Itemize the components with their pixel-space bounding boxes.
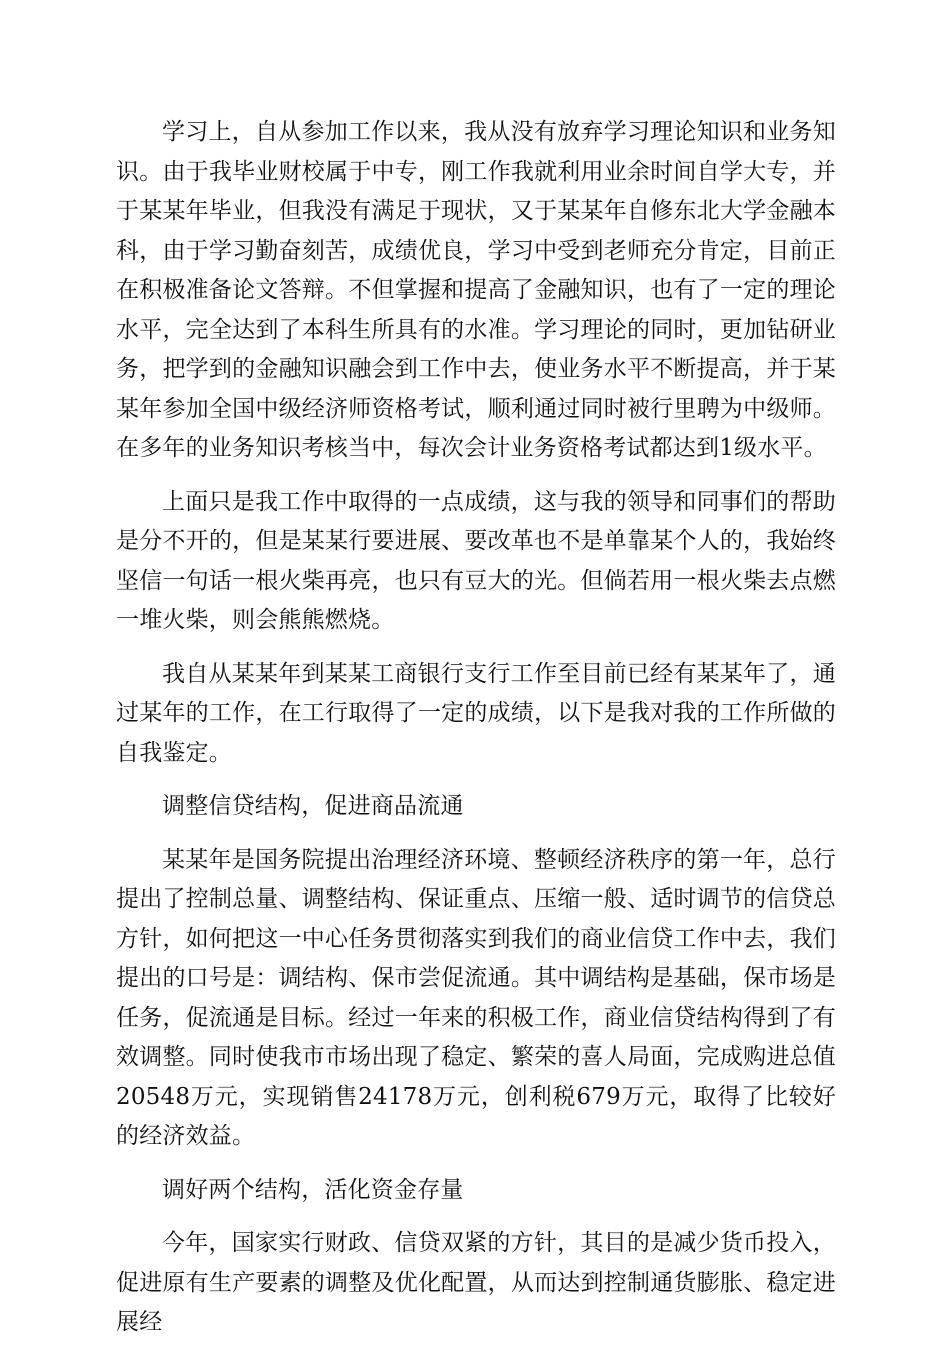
paragraph-capital-stock: 今年，国家实行财政、信贷双紧的方针，其目的是减少货币投入，促进原有生产要素的调整及优化配置，从而达到控制通货膨胀、稳定进展经 xyxy=(116,1230,836,1335)
section-heading-credit-structure: 调整信贷结构，促进商品流通 xyxy=(162,793,464,819)
paragraph-credit-structure: 某某年是国务院提出治理经济环境、整顿经济秩序的第一年，总行提出了控制总量、调整结构、保证重点、压缩一般、适时调节的信贷总方针，如何把这一中心任务贯彻落实到我们的商业信贷工作中去，我们提出的口号是：调结构、保市尝促流通。其中调结构是基础，保市场是任务，促流通是目标。经过一年来的积极工作，商业信贷结构得到了有效调整。同时使我市市场出现了稳定、繁荣的喜人局面，完成购进总值20548万元，实现销售24178万元，创利税679万元，取得了比较好的经济效益。 xyxy=(116,846,836,1149)
section-heading-capital-stock: 调好两个结构，活化资金存量 xyxy=(162,1176,464,1203)
paragraph-self-assessment-intro: 我自从某某年到某某工商银行支行工作至目前已经有某某年了，通过某年的工作，在工行取得了一定的成绩，以下是我对我的工作所做的自我鉴定。 xyxy=(116,660,836,766)
paragraph-achievements: 上面只是我工作中取得的一点成绩，这与我的领导和同事们的帮助是分不开的，但是某某行要进展、要改革也不是单靠某个人的，我始终坚信一句话一根火柴再亮，也只有豆大的光。但倘若用一根火柴去点燃一堆火柴，则会熊熊燃烧。 xyxy=(116,488,836,633)
paragraph-study: 学习上，自从参加工作以来，我从没有放弃学习理论知识和业务知识。由于我毕业财校属于中专，刚工作我就利用业余时间自学大专，并于某某年毕业，但我没有满足于现状，又于某某年自修东北大学金融本科，由于学习勤奋刻苦，成绩优良，学习中受到老师充分肯定，目前正在积极准备论文答辩。不但掌握和提高了金融知识，也有了一定的理论水平，完全达到了本科生所具有的水准。学习理论的同时，更加钻研业务，把学到的金融知识融会到工作中去，使业务水平不断提高，并于某某年参加全国中级经济师资格考试，顺利通过同时被行里聘为中级师。在多年的业务知识考核当中，每次会计业务资格考试都达到1级水平。 xyxy=(116,119,836,461)
document-body xyxy=(116,113,836,1357)
